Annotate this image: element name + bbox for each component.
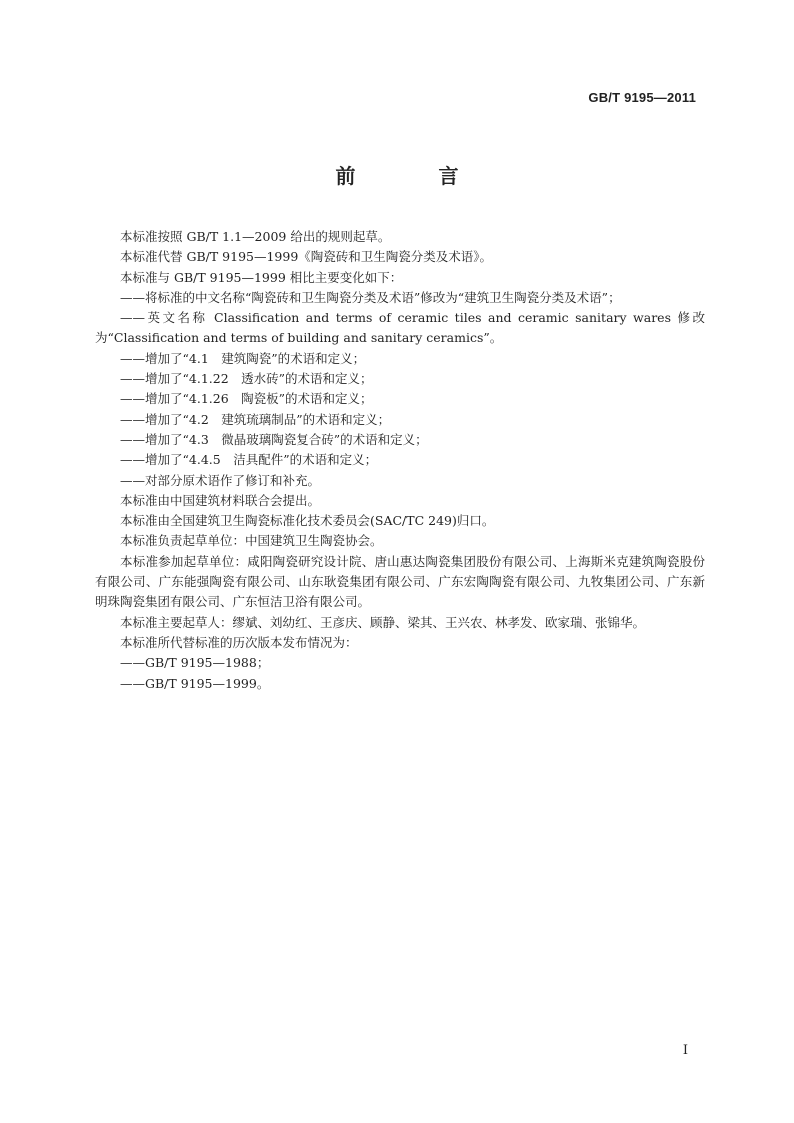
paragraph: 本标准所代替标准的历次版本发布情况为：	[120, 634, 358, 650]
paragraph: 本标准由中国建筑材料联合会提出。	[120, 492, 321, 508]
standard-code: GB/T 9195—2011	[588, 90, 696, 105]
list-item: ——对部分原术语作了修订和补充。	[120, 472, 321, 488]
page-title: 前 言	[335, 164, 497, 188]
list-item: ——增加了“4.1.26 陶瓷板”的术语和定义；	[120, 391, 373, 407]
paragraph: 本标准由全国建筑卫生陶瓷标准化技术委员会(SAC/TC 249)归口。	[120, 513, 495, 529]
list-item: ——增加了“4.1.22 透水砖”的术语和定义；	[120, 371, 373, 387]
paragraph: 本标准代替 GB/T 9195—1999《陶瓷砖和卫生陶瓷分类及术语》。	[120, 249, 493, 265]
list-item: ——将标准的中文名称“陶瓷砖和卫生陶瓷分类及术语”修改为“建筑卫生陶瓷分类及术语”；	[120, 289, 621, 305]
document-body	[95, 227, 705, 694]
list-item: ——增加了“4.2 建筑琉璃制品”的术语和定义；	[120, 411, 391, 427]
paragraph: 本标准按照 GB/T 1.1—2009 给出的规则起草。	[120, 229, 391, 244]
paragraph: 本标准与 GB/T 9195—1999 相比主要变化如下：	[120, 269, 403, 285]
list-item: ——GB/T 9195—1988；	[120, 655, 270, 671]
list-item: ——GB/T 9195—1999。	[120, 675, 270, 691]
list-item: ——英文名称 Classification and terms of ceramic tiles and ceramic sanitary wares 修改为“Classification and terms of building and sanitary ceramics”。	[95, 310, 705, 346]
paragraph: 本标准主要起草人：缪斌、刘幼红、王彦庆、顾静、梁其、王兴农、林孝发、欧家瑞、张锦华。	[120, 614, 646, 630]
paragraph: 本标准参加起草单位：咸阳陶瓷研究设计院、唐山惠达陶瓷集团股份有限公司、上海斯米克建筑陶瓷股份有限公司、广东能强陶瓷有限公司、山东耿瓷集团有限公司、广东宏陶陶瓷有限公司、九牧集团公司、广东新明珠陶瓷集团有限公司、广东恒洁卫浴有限公司。	[95, 553, 705, 610]
page-number: I	[682, 1043, 688, 1058]
list-item: ——增加了“4.4.5 洁具配件”的术语和定义；	[120, 452, 378, 468]
list-item: ——增加了“4.1 建筑陶瓷”的术语和定义；	[120, 350, 366, 366]
paragraph: 本标准负责起草单位：中国建筑卫生陶瓷协会。	[120, 533, 383, 549]
list-item: ——增加了“4.3 微晶玻璃陶瓷复合砖”的术语和定义；	[120, 431, 428, 447]
